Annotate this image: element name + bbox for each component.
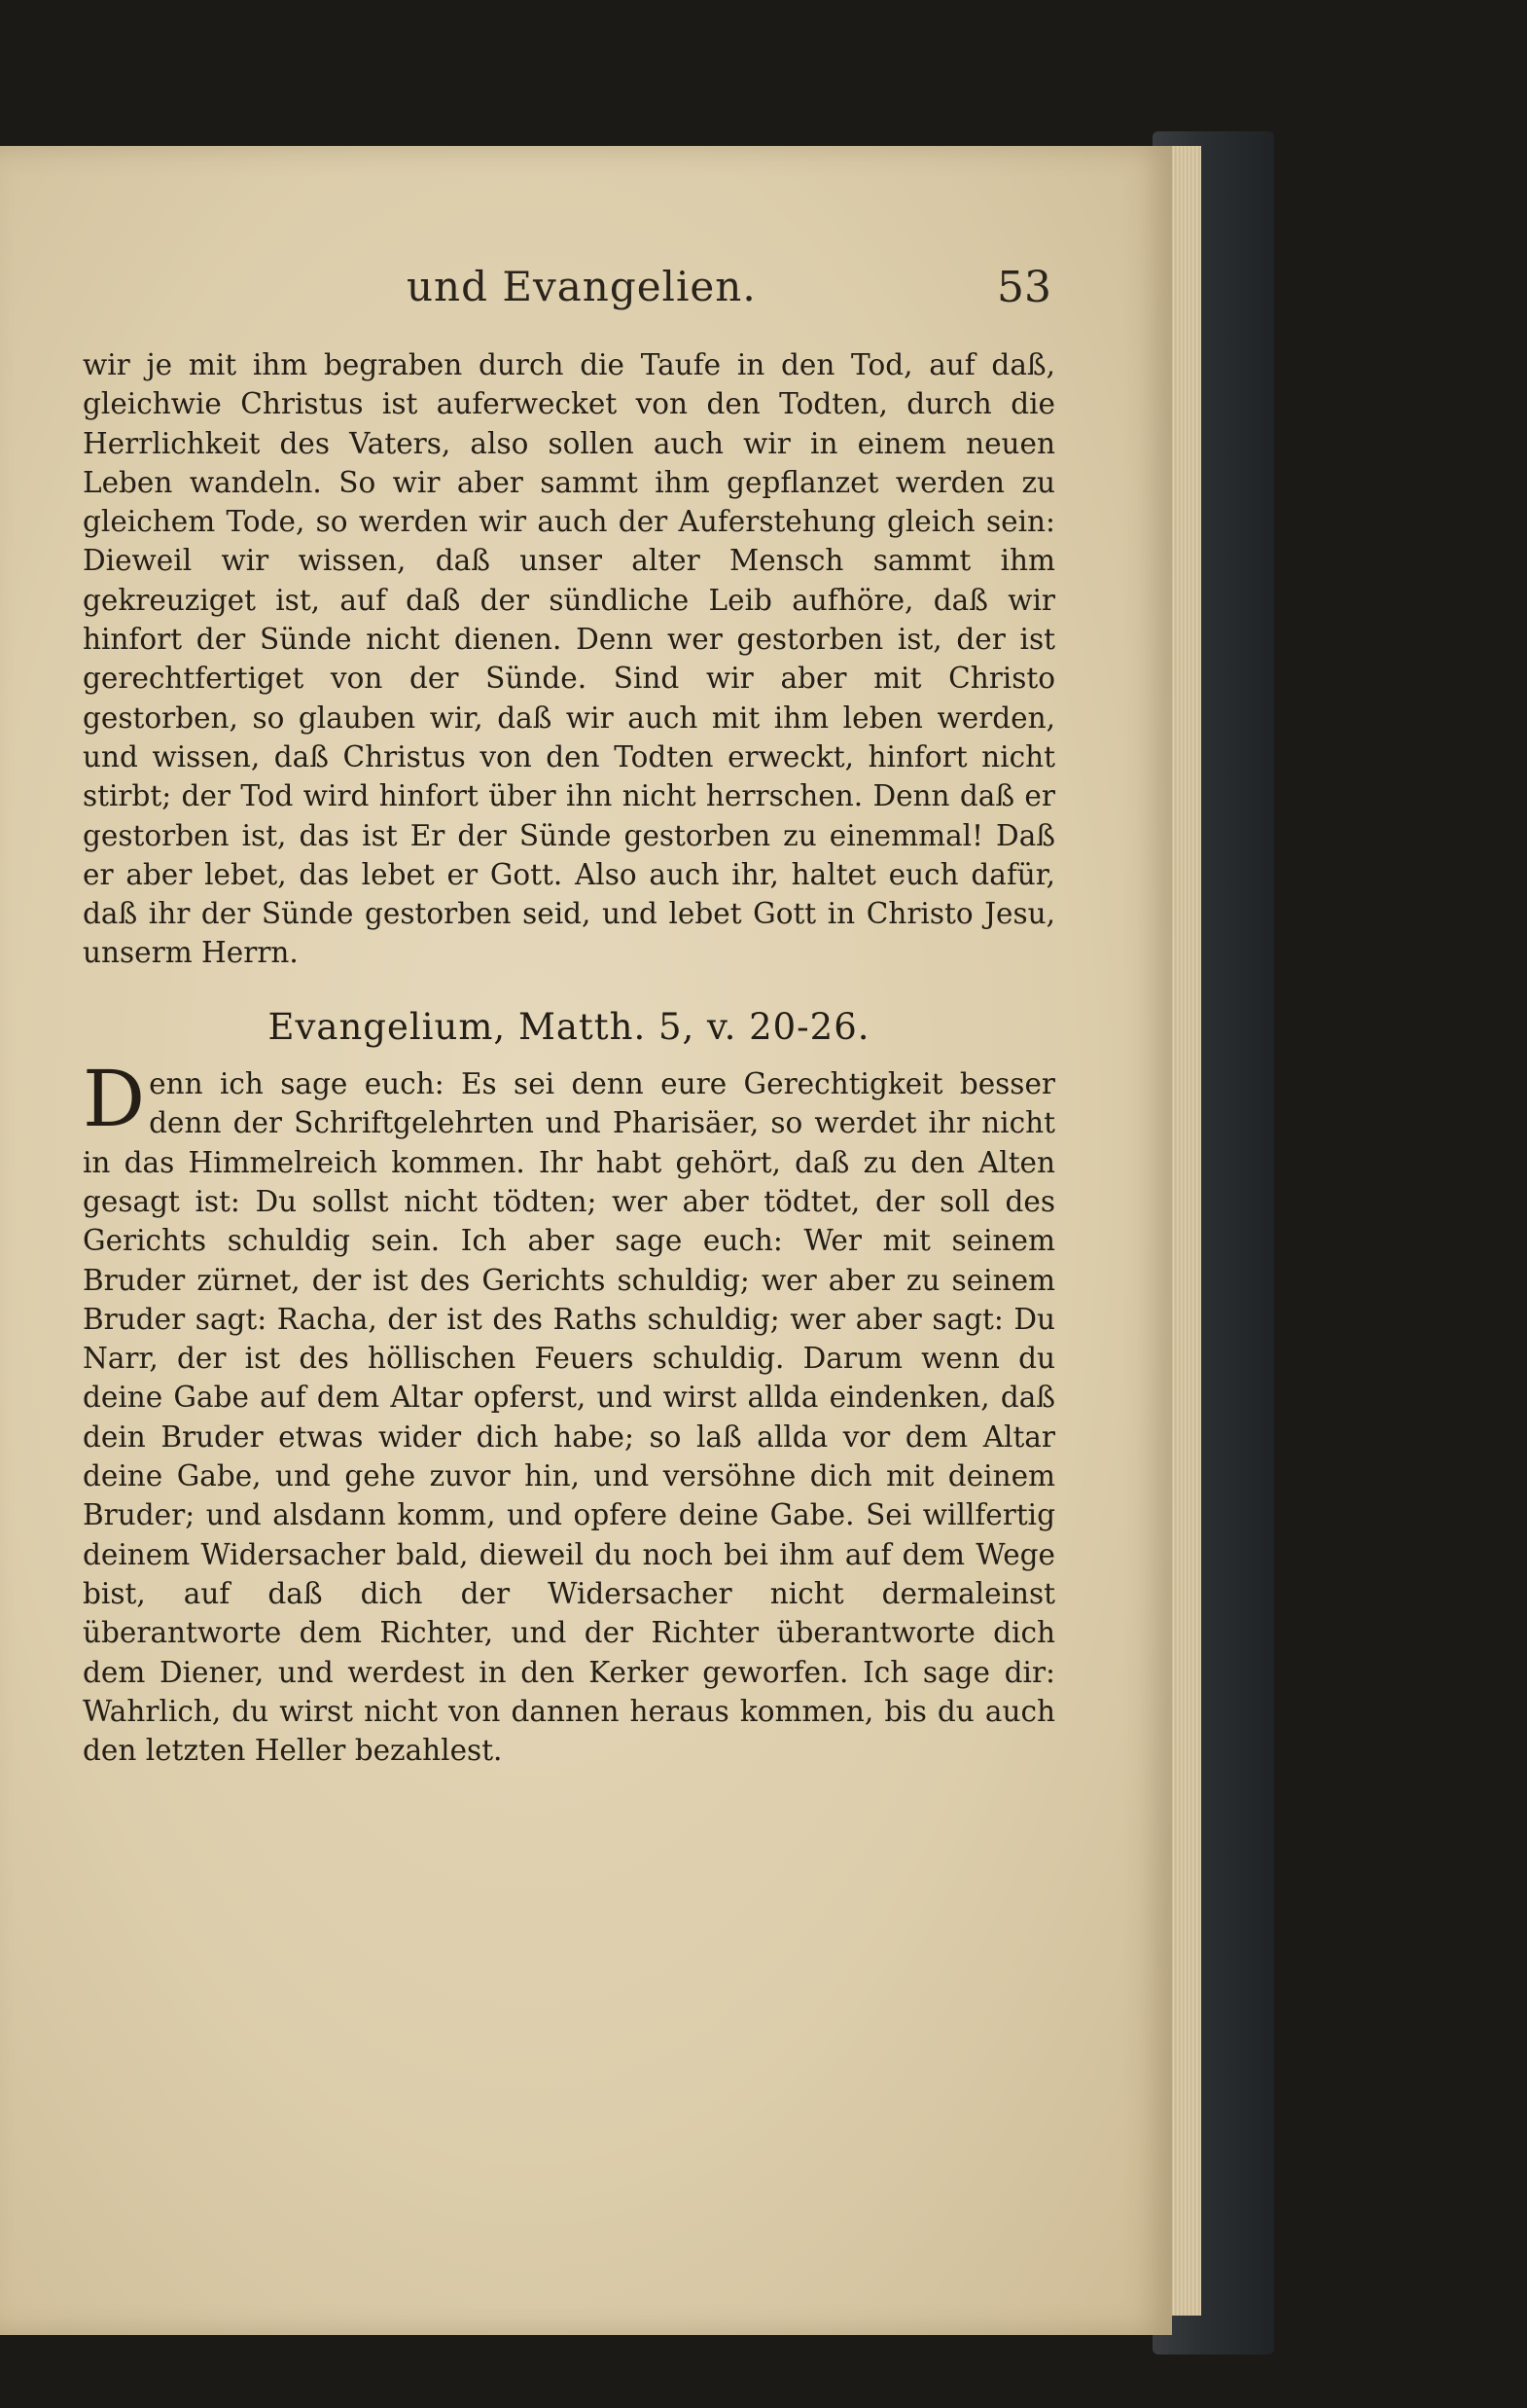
- gospel-paragraph: [83, 1054, 1055, 1770]
- book-page: [0, 146, 1172, 2335]
- epistle-paragraph: wir je mit ihm begraben durch die Taufe in den Tod, auf daß, gleichwie Christus ist auferwecket von den Todten, durch die Herrlichkeit des Vaters, also sollen auch wir in einem neuen Leben wandeln. So wir aber sammt ihm gepflanzet werden zu gleichem Tode, so werden wir auch der Auferstehung gleich sein: Dieweil wir wissen, daß unser alter Mensch sammt ihm gekreuziget ist, auf daß der sündliche Leib aufhöre, daß wir hinfort der Sünde nicht dienen. Denn wer gestorben ist, der ist gerechtfertiget von der Sünde. Sind wir aber mit Christo gestorben, so glauben wir, daß wir auch mit ihm leben werden, und wissen, daß Christus von den Todten erweckt, hinfort nicht stirbt; der Tod wird hinfort über ihn nicht herrschen. Denn daß er gestorben ist, das ist Er der Sünde gestorben zu einemmal! Daß er aber lebet, das lebet er Gott. Also auch ihr, haltet euch dafür, daß ihr der Sünde gestorben seid, und lebet Gott in Christo Jesu, unserm Herrn.: [83, 348, 1055, 970]
- page-body: [83, 345, 1055, 1770]
- gospel-heading: Evangelium, Matth. 5, v. 20-26.: [267, 1005, 870, 1048]
- running-title: und Evangelien.: [407, 263, 757, 310]
- page-number: 53: [997, 263, 1051, 312]
- gospel-text: enn ich sage euch: Es sei denn eure Gerechtigkeit besser denn der Schriftgelehrten und Pharisäer, so werdet ihr nicht in das Himmelreich kommen. Ihr habt gehört, daß zu den Alten gesagt ist: Du sollst nicht tödten; wer aber tödtet, der soll des Gerichts schuldig sein. Ich aber sage euch: Wer mit seinem Bruder zürnet, der ist des Gerichts schuldig; wer aber zu seinem Bruder sagt: Racha, der ist des Raths schuldig; wer aber sagt: Du Narr, der ist des höllischen Feuers schuldig. Darum wenn du deine Gabe auf dem Altar opferst, und wirst allda eindenken, daß dein Bruder etwas wider dich habe; so laß allda vor dem Altar deine Gabe, und gehe zuvor hin, und versöhne dich mit deinem Bruder; und alsdann komm, und opfere deine Gabe. Sei willfertig deinem Widersacher bald, dieweil du noch bei ihm auf dem Wege bist, auf daß dich der Widersacher nicht dermaleinst überantworte dem Richter, und der Richter überantworte dich dem Diener, und werdest in den Kerker geworfen. Ich sage dir: Wahrlich, du wirst nicht von dannen heraus kommen, bis du auch den letzten Heller bezahlest.: [83, 1067, 1055, 1768]
- running-head: [0, 263, 1172, 321]
- drop-cap: D: [83, 1054, 146, 1145]
